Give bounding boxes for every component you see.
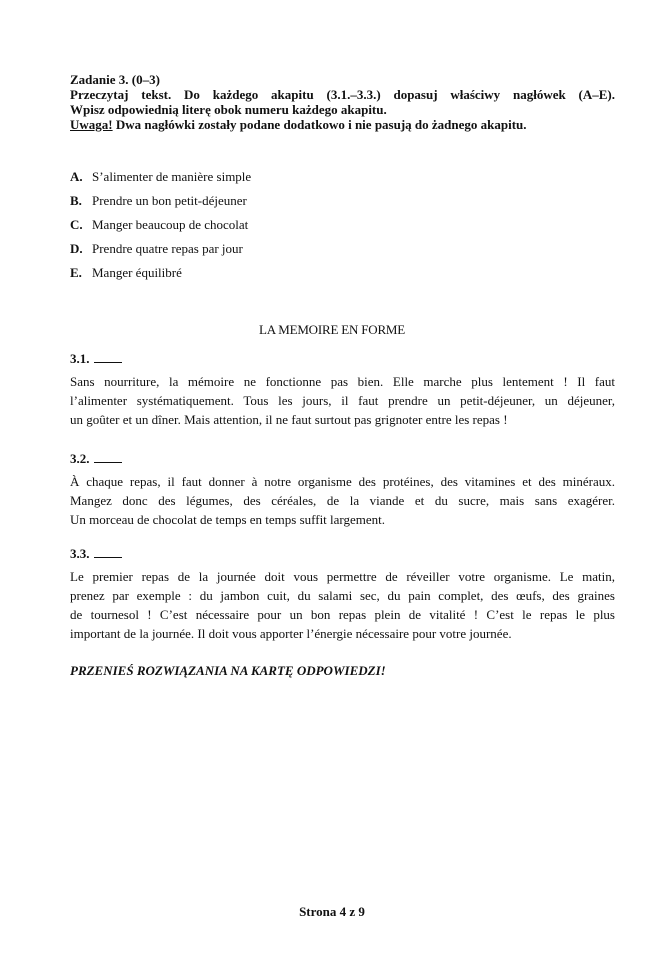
option-a xyxy=(70,168,490,192)
option-d xyxy=(70,240,490,264)
paragraph-3-3 xyxy=(70,545,615,643)
option-letter: C. xyxy=(70,217,83,232)
answer-blank[interactable] xyxy=(94,450,122,463)
option-text: Prendre un bon petit-déjeuner xyxy=(92,193,247,208)
task-note-text: Dwa nagłówki zostały podane dodatkowo i nie pasują do żadnego akapitu. xyxy=(112,117,527,132)
option-letter: A. xyxy=(70,169,83,184)
article-title: LA MEMOIRE EN FORME xyxy=(258,322,406,337)
task-instruction-line1: Przeczytaj tekst. Do każdego akapitu (3.1.–3.3.) dopasuj właściwy nagłówek (A–E). xyxy=(70,87,615,102)
option-letter: B. xyxy=(70,193,82,208)
paragraph-number: 3.2. xyxy=(70,450,615,472)
paragraph-text: Sans nourriture, la mémoire ne fonctionne pas bien. Elle marche plus lentement ! Il faut l’alimenter systématiquement. Tous les jours, il faut prendre un petit-déjeuner, un déjeuner, un goûter et un dîner. Mais attention, il ne faut surtout pas grignoter entre les repas ! xyxy=(70,374,615,427)
paragraph-number: 3.1. xyxy=(70,350,615,372)
task-note-label: Uwaga! xyxy=(70,117,113,132)
task-title: Zadanie 3. (0–3) xyxy=(70,72,160,87)
option-c xyxy=(70,216,490,240)
task-instruction-line2: Wpisz odpowiednią literę obok numeru każdego akapitu. xyxy=(70,102,387,117)
task-header xyxy=(70,72,615,132)
paragraph-text: Le premier repas de la journée doit vous permettre de réveiller votre organisme. Le matin, prenez par exemple : du jambon cuit, du salami sec, du pain complet, des œufs, des graines de tournesol ! C’est nécessaire pour un bon repas plein de vitalité ! C’est le repas le plus important de la journée. Il doit vous apporter l’énergie nécessaire pour votre journée. xyxy=(70,569,615,641)
page-number: Strona 4 z 9 xyxy=(299,904,365,919)
option-text: Manger équilibré xyxy=(92,265,182,280)
paragraph-3-2 xyxy=(70,450,615,529)
answer-blank[interactable] xyxy=(94,350,122,363)
option-letter: E. xyxy=(70,265,82,280)
heading-options-list xyxy=(70,168,490,288)
option-e xyxy=(70,264,490,288)
option-text: Prendre quatre repas par jour xyxy=(92,241,243,256)
answer-blank[interactable] xyxy=(94,545,122,558)
task-note xyxy=(70,117,615,132)
transfer-instruction: PRZENIEŚ ROZWIĄZANIA NA KARTĘ ODPOWIEDZI! xyxy=(70,663,386,678)
option-text: Manger beaucoup de chocolat xyxy=(92,217,249,232)
option-b xyxy=(70,192,490,216)
paragraph-number: 3.3. xyxy=(70,545,615,567)
paragraph-text: À chaque repas, il faut donner à notre organisme des protéines, des vitamines et des minéraux. Mangez donc des légumes, des céréales, de la viande et du sucre, mais sans exagérer. Un morceau de chocolat de temps en temps suffit largement. xyxy=(70,474,615,527)
option-text: S’alimenter de manière simple xyxy=(92,169,252,184)
option-letter: D. xyxy=(70,241,83,256)
paragraph-3-1 xyxy=(70,350,615,429)
